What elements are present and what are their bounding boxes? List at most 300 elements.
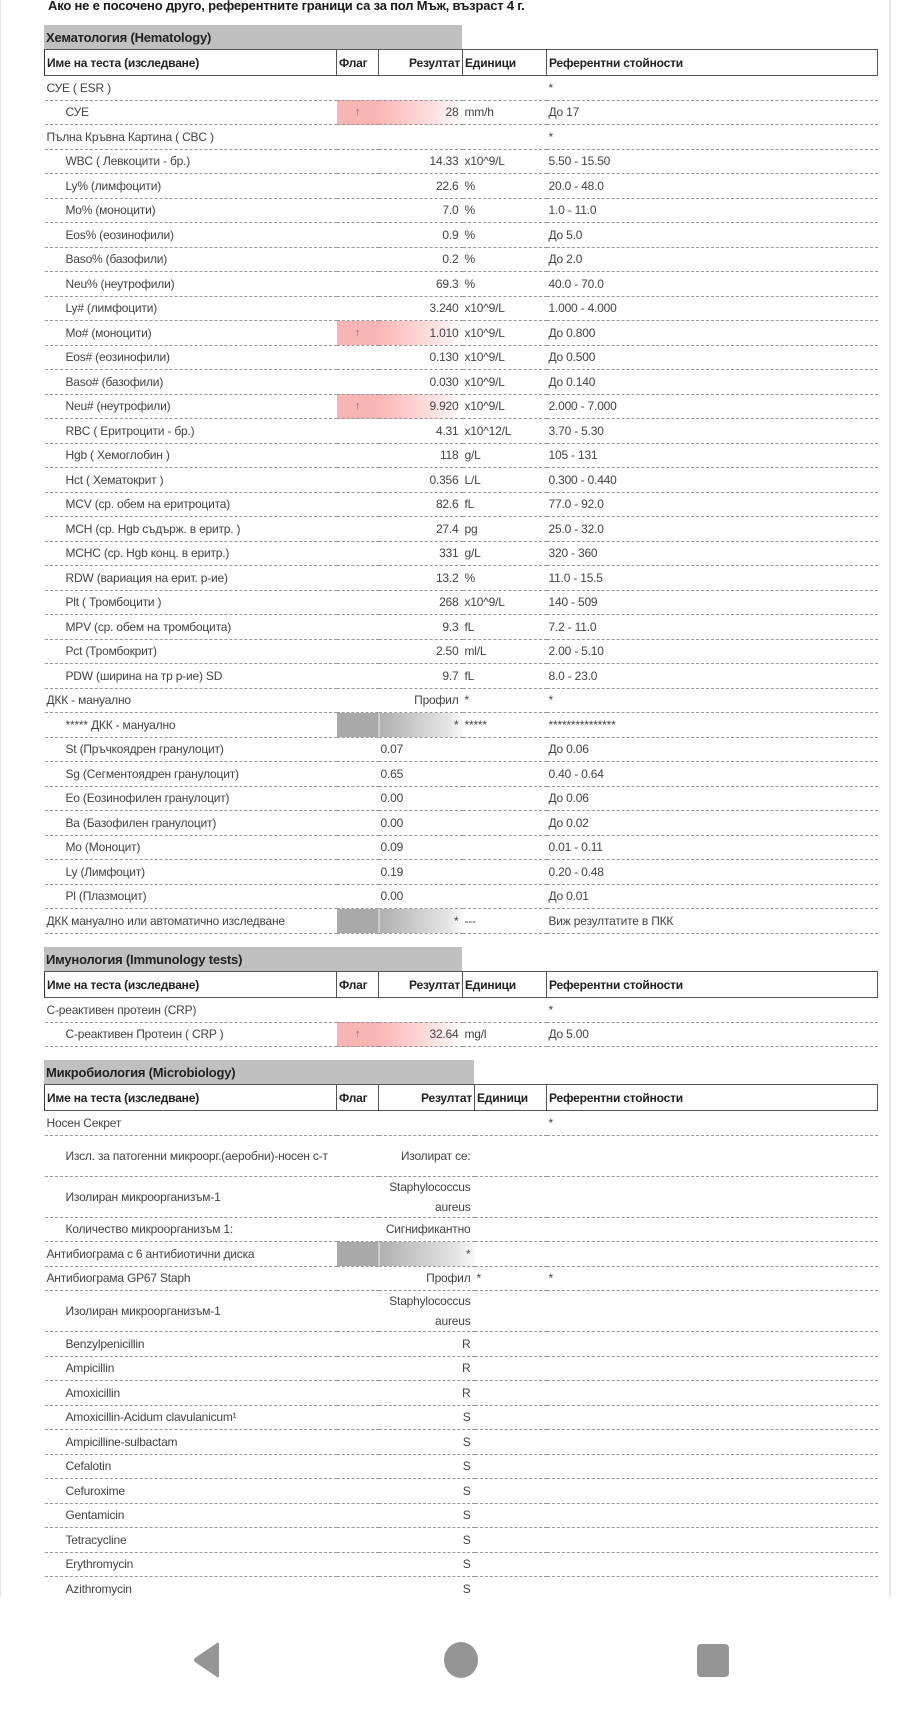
test-name: RDW (вариация на ерит. р-ие): [45, 566, 337, 591]
flag: [337, 1503, 379, 1528]
table-row: [45, 1552, 878, 1577]
units: [463, 998, 547, 1023]
units: [475, 1242, 547, 1267]
flag: [337, 468, 379, 493]
table-row-high: [45, 100, 878, 125]
reference: *: [547, 998, 878, 1023]
test-name: Neu% (неутрофили): [45, 272, 337, 297]
result: 268: [379, 590, 463, 615]
result: [379, 125, 463, 150]
result: 0.356: [379, 468, 463, 493]
result: 14.33: [379, 149, 463, 174]
test-name: Neu# (неутрофили): [45, 394, 337, 419]
units: x10^9/L: [463, 590, 547, 615]
reference: 40.0 - 70.0: [547, 272, 878, 297]
reference: 0.20 - 0.48: [547, 860, 878, 885]
col-reference: Референтни стойности: [547, 50, 878, 76]
table-row: [45, 541, 878, 566]
units: L/L: [463, 468, 547, 493]
units: [463, 125, 547, 150]
reference: [547, 1291, 878, 1332]
table-row: [45, 1332, 878, 1357]
high-flag-arrow-icon: ↑: [337, 321, 379, 346]
table-row: [45, 223, 878, 248]
reference: До 0.500: [547, 345, 878, 370]
units: [475, 1503, 547, 1528]
antibiotic-name: Azithromycin: [45, 1577, 337, 1598]
units: *****: [463, 713, 547, 738]
test-name: Пълна Кръвна Картина ( CBC ): [45, 125, 337, 150]
back-button[interactable]: [184, 1635, 234, 1685]
units: [463, 835, 547, 860]
table-row-profile: [45, 1266, 878, 1291]
reference: 320 - 360: [547, 541, 878, 566]
units: x10^9/L: [463, 296, 547, 321]
units: x10^12/L: [463, 419, 547, 444]
table-row: [45, 566, 878, 591]
units: g/L: [463, 541, 547, 566]
result: 0.65: [379, 762, 463, 787]
flag: [337, 198, 379, 223]
result: 0.00: [379, 786, 463, 811]
table-row: [45, 998, 878, 1023]
high-flag-arrow-icon: ↑: [337, 1022, 379, 1047]
reference-note: Ако не е посочено друго, референтните граници са за пол Мъж, възраст 4 г.: [48, 0, 525, 13]
flag: [337, 272, 379, 297]
flag: [337, 296, 379, 321]
table-row: [45, 1111, 878, 1136]
flag: [337, 835, 379, 860]
hematology-section: [44, 25, 878, 934]
result: 9.920: [379, 394, 463, 419]
test-name: Антибиограма GP67 Staph: [45, 1266, 337, 1291]
high-flag-arrow-icon: ↑: [337, 394, 379, 419]
units: [463, 860, 547, 885]
table-row: [45, 125, 878, 150]
reference: *: [547, 1266, 878, 1291]
flag: [337, 541, 379, 566]
reference: 8.0 - 23.0: [547, 664, 878, 689]
result: 0.00: [379, 884, 463, 909]
test-name: MCV (ср. обем на еритроцита): [45, 492, 337, 517]
flag: [337, 149, 379, 174]
flag: [337, 174, 379, 199]
flag: [337, 443, 379, 468]
test-name: Sg (Сегментоядрен гранулоцит): [45, 762, 337, 787]
table-row: [45, 492, 878, 517]
reference: ***************: [547, 713, 878, 738]
high-flag-arrow-icon: ↑: [337, 100, 379, 125]
reference: До 0.06: [547, 737, 878, 762]
reference: До 0.06: [547, 786, 878, 811]
test-name: Eo (Еозинофилен гранулоцит): [45, 786, 337, 811]
reference: 25.0 - 32.0: [547, 517, 878, 542]
reference: [547, 1454, 878, 1479]
flag: [337, 1242, 379, 1267]
flag: [337, 1528, 379, 1553]
units: %: [463, 174, 547, 199]
reference: 1.0 - 11.0: [547, 198, 878, 223]
units: [475, 1291, 547, 1332]
immunology-section: [44, 947, 878, 1047]
test-name: СУЕ: [45, 100, 337, 125]
test-name: Носен Секрет: [45, 1111, 337, 1136]
reference: [547, 1430, 878, 1455]
table-row: [45, 590, 878, 615]
flag: [337, 1111, 379, 1136]
reference: 140 - 509: [547, 590, 878, 615]
reference: [547, 1552, 878, 1577]
units: %: [463, 198, 547, 223]
test-name: ДКК мануално или автоматично изследване: [45, 909, 337, 934]
test-name: Mo# (моноцити): [45, 321, 337, 346]
flag: [337, 590, 379, 615]
col-flag: Флаг: [337, 50, 379, 76]
units: [463, 884, 547, 909]
flag: [337, 884, 379, 909]
col-result: Резултат: [379, 972, 463, 998]
test-name: MCHC (ср. Hgb конц. в еритр.): [45, 541, 337, 566]
result: [379, 76, 463, 101]
susceptibility: R: [379, 1356, 475, 1381]
reference: 2.00 - 5.10: [547, 639, 878, 664]
flag: [337, 370, 379, 395]
flag: [337, 860, 379, 885]
result: 3.240: [379, 296, 463, 321]
reference: [547, 1381, 878, 1406]
recents-button[interactable]: [687, 1635, 737, 1685]
reference: [547, 1528, 878, 1553]
units: x10^9/L: [463, 394, 547, 419]
test-name: СУЕ ( ESR ): [45, 76, 337, 101]
flag: [337, 1135, 379, 1176]
flag: [337, 1405, 379, 1430]
units: [463, 76, 547, 101]
microbiology-section: [44, 1060, 878, 1597]
table-row: [45, 1528, 878, 1553]
units: [475, 1135, 547, 1176]
col-units: Единици: [463, 50, 547, 76]
reference: До 5.0: [547, 223, 878, 248]
reference: [547, 1332, 878, 1357]
units: [475, 1111, 547, 1136]
table-row: [45, 1577, 878, 1598]
table-row: [45, 1135, 878, 1176]
table-row-high: [45, 394, 878, 419]
col-name: Име на теста (изследване): [45, 50, 337, 76]
result: 0.030: [379, 370, 463, 395]
units: [475, 1552, 547, 1577]
flag: [337, 688, 379, 713]
test-name: Изолиран микроорганизъм-1: [45, 1176, 337, 1217]
flag: [337, 1356, 379, 1381]
reference: До 0.800: [547, 321, 878, 346]
reference: 5.50 - 15.50: [547, 149, 878, 174]
units: *: [475, 1266, 547, 1291]
result: Сигнификантно: [379, 1217, 475, 1242]
home-button[interactable]: [436, 1635, 486, 1685]
table-row: [45, 419, 878, 444]
table-row: [45, 272, 878, 297]
flag: [337, 664, 379, 689]
test-name: Количество микроорганизъм 1:: [45, 1217, 337, 1242]
flag: [337, 1332, 379, 1357]
flag: [337, 223, 379, 248]
result: 27.4: [379, 517, 463, 542]
susceptibility: S: [379, 1479, 475, 1504]
col-result: Резултат: [379, 1085, 475, 1111]
flag: [337, 998, 379, 1023]
result: [379, 998, 463, 1023]
reference: 1.000 - 4.000: [547, 296, 878, 321]
flag: [337, 1577, 379, 1598]
reference: [547, 1217, 878, 1242]
reference: [547, 1577, 878, 1598]
col-name: Име на теста (изследване): [45, 1085, 337, 1111]
result: 32.64: [379, 1022, 463, 1047]
flag: [337, 125, 379, 150]
susceptibility: S: [379, 1577, 475, 1598]
units: [475, 1528, 547, 1553]
result: 0.19: [379, 860, 463, 885]
susceptibility: S: [379, 1503, 475, 1528]
units: x10^9/L: [463, 370, 547, 395]
table-row: [45, 174, 878, 199]
reference: До 0.02: [547, 811, 878, 836]
table-row: [45, 468, 878, 493]
units: [475, 1454, 547, 1479]
units: ml/L: [463, 639, 547, 664]
result: 0.2: [379, 247, 463, 272]
table-row: [45, 884, 878, 909]
units: pg: [463, 517, 547, 542]
reference: 105 - 131: [547, 443, 878, 468]
table-row: [45, 786, 878, 811]
flag: [337, 737, 379, 762]
section-title: Хематология (Hematology): [44, 25, 462, 49]
reference: 2.000 - 7.000: [547, 394, 878, 419]
col-flag: Флаг: [337, 972, 379, 998]
units: mm/h: [463, 100, 547, 125]
result: Профил: [379, 1266, 475, 1291]
table-row-high: [45, 1022, 878, 1047]
table-row-profile: [45, 688, 878, 713]
units: x10^9/L: [463, 345, 547, 370]
table-row: [45, 1356, 878, 1381]
table-row: [45, 1430, 878, 1455]
result: 9.3: [379, 615, 463, 640]
table-row: [45, 1217, 878, 1242]
reference: [547, 1405, 878, 1430]
flag: [337, 492, 379, 517]
table-row: [45, 1176, 878, 1217]
result: 0.09: [379, 835, 463, 860]
result: 118: [379, 443, 463, 468]
units: [475, 1217, 547, 1242]
table-header: [45, 1085, 878, 1111]
result: 0.9: [379, 223, 463, 248]
results-table: [44, 1084, 878, 1597]
susceptibility: R: [379, 1381, 475, 1406]
reference: [547, 1356, 878, 1381]
flag: [337, 909, 379, 934]
test-name: Ly# (лимфоцити): [45, 296, 337, 321]
col-flag: Флаг: [337, 1085, 379, 1111]
table-row: [45, 198, 878, 223]
table-row: [45, 639, 878, 664]
test-name: Pct (Тромбокрит): [45, 639, 337, 664]
units: [463, 762, 547, 787]
table-row: [45, 835, 878, 860]
table-row-gray: [45, 909, 878, 934]
antibiotic-name: Erythromycin: [45, 1552, 337, 1577]
col-reference: Референтни стойности: [547, 972, 878, 998]
units: [475, 1176, 547, 1217]
units: [463, 811, 547, 836]
result: 2.50: [379, 639, 463, 664]
test-name: С-реактивен протеин (CRP): [45, 998, 337, 1023]
test-name: Антибиограма с 6 антибиотични диска: [45, 1242, 337, 1267]
test-name: Eos% (еозинофили): [45, 223, 337, 248]
table-row: [45, 443, 878, 468]
flag: [337, 76, 379, 101]
result: 28: [379, 100, 463, 125]
test-name: ***** ДКК - мануално: [45, 713, 337, 738]
test-name: Eos# (еозинофили): [45, 345, 337, 370]
flag: [337, 419, 379, 444]
units: [463, 786, 547, 811]
col-result: Резултат: [379, 50, 463, 76]
units: fL: [463, 492, 547, 517]
units: x10^9/L: [463, 321, 547, 346]
col-reference: Референтни стойности: [547, 1085, 878, 1111]
result: 13.2: [379, 566, 463, 591]
units: %: [463, 566, 547, 591]
susceptibility: R: [379, 1332, 475, 1357]
table-row-gray: [45, 713, 878, 738]
recents-square-icon: [692, 1640, 732, 1680]
flag: [337, 811, 379, 836]
table-row: [45, 1381, 878, 1406]
test-name: Ly (Лимфоцит): [45, 860, 337, 885]
test-name: MPV (ср. обем на тромбоцита): [45, 615, 337, 640]
reference: До 2.0: [547, 247, 878, 272]
test-name: St (Пръчкоядрен гранулоцит): [45, 737, 337, 762]
table-row: [45, 1291, 878, 1332]
reference: 7.2 - 11.0: [547, 615, 878, 640]
reference: 77.0 - 92.0: [547, 492, 878, 517]
result: 0.07: [379, 737, 463, 762]
units: %: [463, 272, 547, 297]
table-row: [45, 149, 878, 174]
table-row: [45, 76, 878, 101]
page-border-right: [889, 0, 891, 1597]
antibiotic-name: Amoxicillin-Acidum clavulanicum¹: [45, 1405, 337, 1430]
test-name: Baso# (базофили): [45, 370, 337, 395]
table-row-high: [45, 321, 878, 346]
result: 82.6: [379, 492, 463, 517]
antibiotic-name: Benzylpenicillin: [45, 1332, 337, 1357]
table-row: [45, 737, 878, 762]
section-title: Микробиология (Microbiology): [44, 1060, 474, 1084]
reference: [547, 1503, 878, 1528]
flag: [337, 1552, 379, 1577]
reference: До 17: [547, 100, 878, 125]
flag: [337, 786, 379, 811]
test-name: WBC ( Левкоцити - бр.): [45, 149, 337, 174]
result: 7.0: [379, 198, 463, 223]
table-row-gray: [45, 1242, 878, 1267]
units: %: [463, 223, 547, 248]
antibiotic-name: Ampicillin: [45, 1356, 337, 1381]
table-row: [45, 860, 878, 885]
units: ---: [463, 909, 547, 934]
flag: [337, 639, 379, 664]
table-row: [45, 1454, 878, 1479]
reference: 0.300 - 0.440: [547, 468, 878, 493]
system-navigation-bar: [0, 1597, 921, 1717]
col-name: Име на теста (изследване): [45, 972, 337, 998]
reference: Виж резултатите в ПКК: [547, 909, 878, 934]
units: fL: [463, 615, 547, 640]
test-name: ДКК - мануално: [45, 688, 337, 713]
reference: 3.70 - 5.30: [547, 419, 878, 444]
test-name: Изолиран микроорганизъм-1: [45, 1291, 337, 1332]
reference: [547, 1176, 878, 1217]
table-row: [45, 615, 878, 640]
units: [475, 1356, 547, 1381]
reference: [547, 1135, 878, 1176]
reference: До 5.00: [547, 1022, 878, 1047]
result: Изолират се:: [379, 1135, 475, 1176]
result: 0.00: [379, 811, 463, 836]
flag: [337, 1176, 379, 1217]
table-row: [45, 247, 878, 272]
test-name: Hgb ( Хемоглобин ): [45, 443, 337, 468]
flag: [337, 1291, 379, 1332]
result: *: [379, 713, 463, 738]
susceptibility: S: [379, 1430, 475, 1455]
result: *: [379, 1242, 475, 1267]
flag: [337, 1381, 379, 1406]
flag: [337, 615, 379, 640]
results-table: [44, 971, 878, 1047]
reference: [547, 1479, 878, 1504]
page-border-left: [0, 0, 1, 1597]
test-name: Ba (Базофилен гранулоцит): [45, 811, 337, 836]
table-row: [45, 762, 878, 787]
test-name: Изсл. за патогенни микроорг.(аеробни)-носен с-т: [45, 1135, 337, 1176]
flag: [337, 345, 379, 370]
flag: [337, 1430, 379, 1455]
flag: [337, 247, 379, 272]
antibiotic-name: Gentamicin: [45, 1503, 337, 1528]
susceptibility: S: [379, 1552, 475, 1577]
antibiotic-name: Amoxicillin: [45, 1381, 337, 1406]
result: Staphylococcus aureus: [379, 1176, 475, 1217]
units: g/L: [463, 443, 547, 468]
flag: [337, 1479, 379, 1504]
table-row: [45, 1503, 878, 1528]
col-units: Единици: [475, 1085, 547, 1111]
antibiotic-name: Cefalotin: [45, 1454, 337, 1479]
units: [475, 1405, 547, 1430]
table-row: [45, 811, 878, 836]
table-row: [45, 370, 878, 395]
units: [475, 1332, 547, 1357]
result: 331: [379, 541, 463, 566]
test-name: Ly% (лимфоцити): [45, 174, 337, 199]
